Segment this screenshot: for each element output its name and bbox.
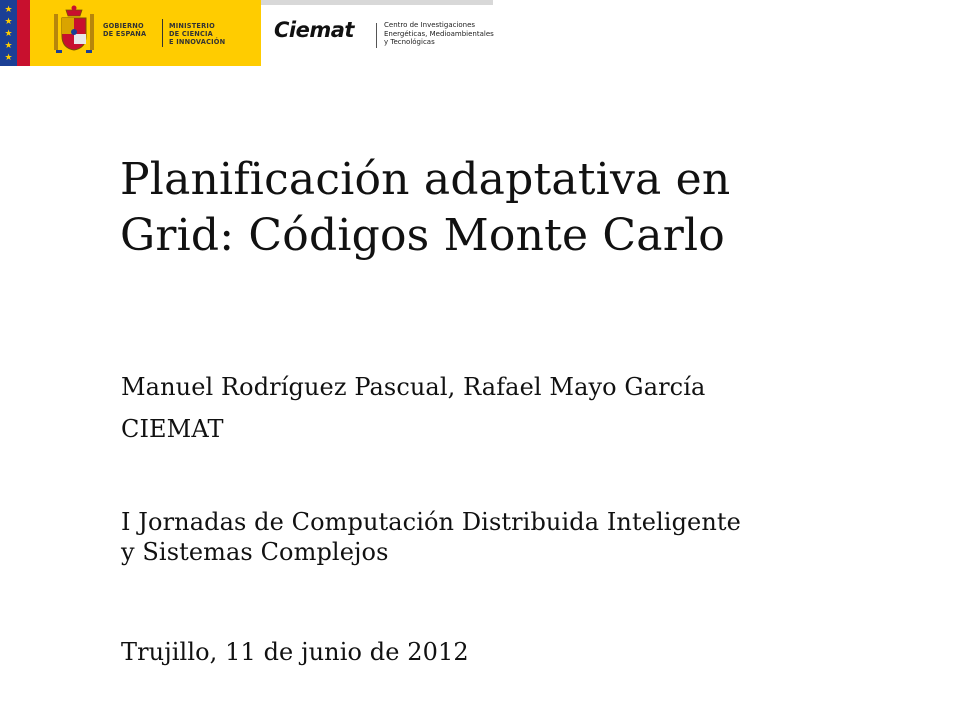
title-line-2: Grid: Códigos Monte Carlo <box>120 210 725 261</box>
ciemat-logo: Ciemat <box>274 18 354 42</box>
place-date: Trujillo, 11 de junio de 2012 <box>121 638 469 666</box>
event-line-2: y Sistemas Complejos <box>121 538 389 566</box>
header-logos <box>0 0 493 66</box>
event-name <box>121 507 921 567</box>
eu-stars-icon: ★ ★ ★ ★ ★ <box>4 5 13 63</box>
institution: CIEMAT <box>121 415 224 443</box>
logo-divider <box>162 19 163 47</box>
title-line-1: Planificación adaptativa en <box>120 154 731 205</box>
ciemat-description: Centro de Investigaciones Energéticas, Medioambientales y Tecnológicas <box>384 21 494 47</box>
government-label: GOBIERNO DE ESPAÑA <box>103 22 147 38</box>
header-gray-strip <box>261 0 493 5</box>
authors: Manuel Rodríguez Pascual, Rafael Mayo García <box>121 373 706 401</box>
spain-red-band <box>17 0 30 66</box>
eu-flag-band <box>0 0 17 66</box>
coat-of-arms-icon <box>50 4 98 58</box>
ministry-label: MINISTERIO DE CIENCIA E INNOVACIÓN <box>169 22 226 46</box>
ciemat-divider <box>376 23 377 48</box>
slide-title <box>120 152 880 264</box>
event-line-1: I Jornadas de Computación Distribuida Inteligente <box>121 508 741 536</box>
government-logo-block <box>30 0 261 66</box>
